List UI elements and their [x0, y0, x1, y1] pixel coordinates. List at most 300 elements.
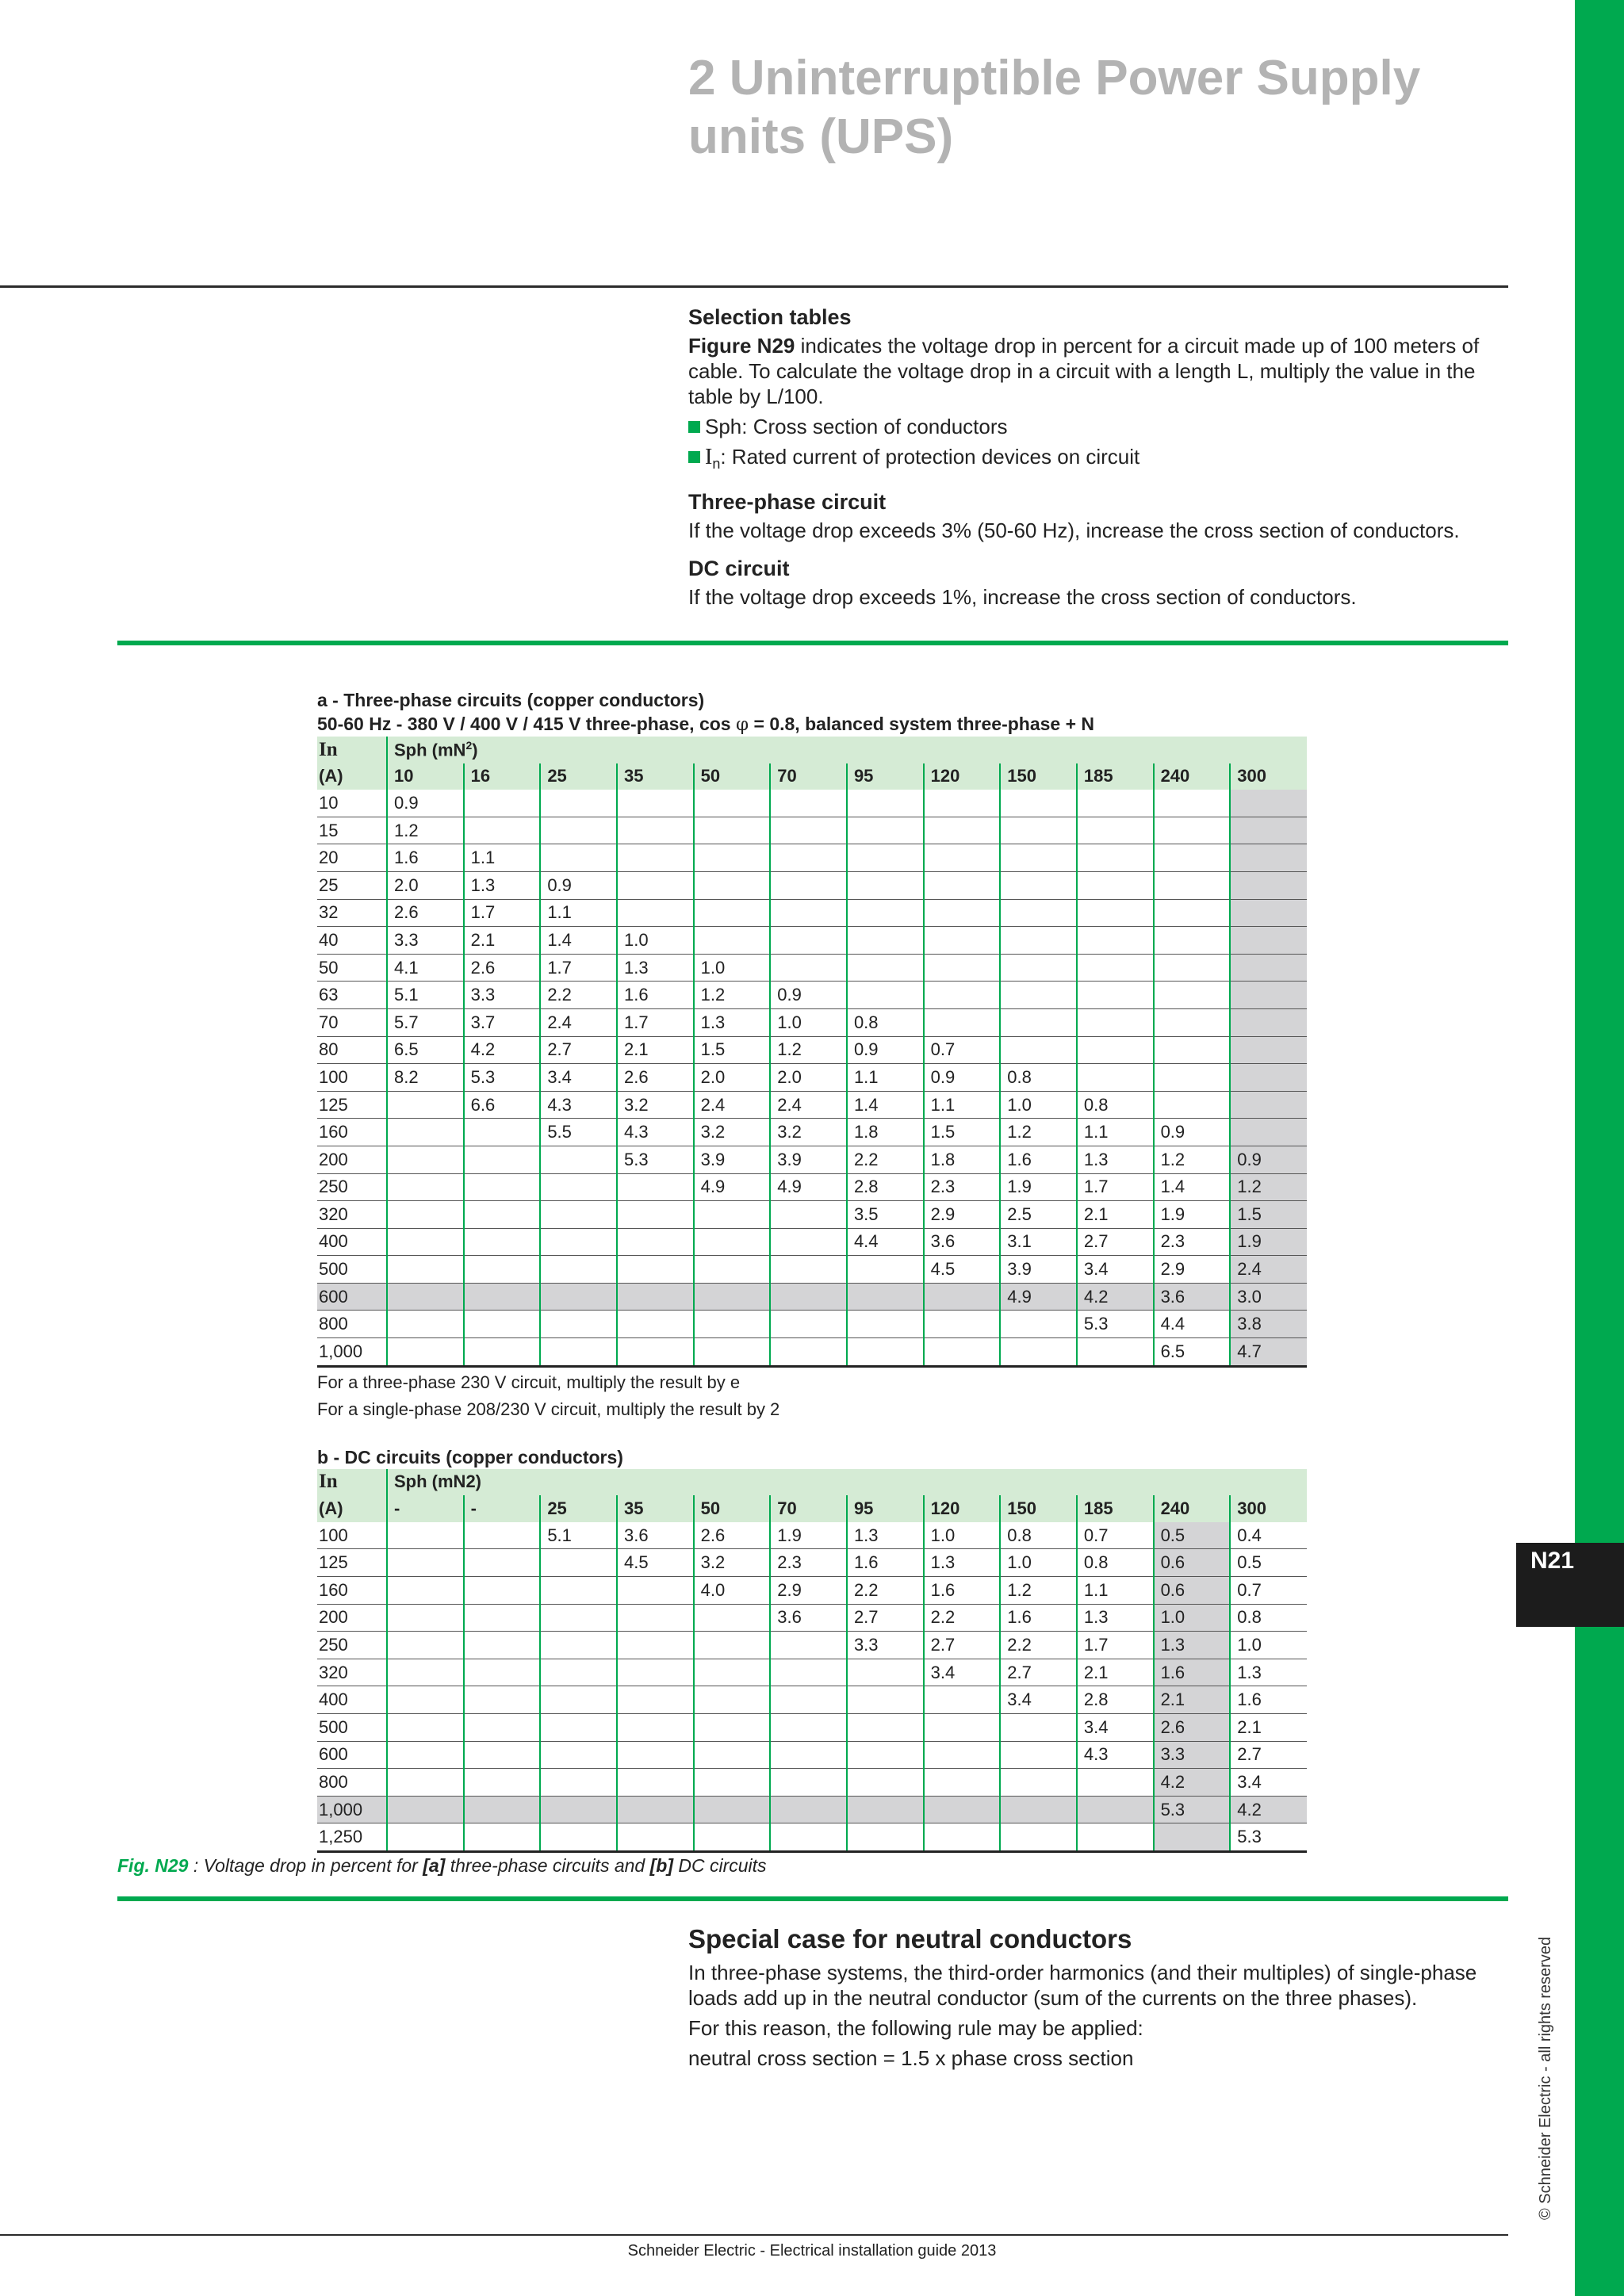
table-a-cell: 2.0 [770, 1064, 847, 1092]
table-b-cell [770, 1686, 847, 1714]
table-b-row-label: 600 [317, 1741, 387, 1769]
table-a-cell [1077, 817, 1154, 844]
table-a-cell: 2.6 [387, 899, 464, 927]
table-b-cell: 3.4 [1230, 1769, 1307, 1797]
table-a-cell [770, 1228, 847, 1256]
table-b-cell [540, 1769, 617, 1797]
table-a-cell: 3.5 [847, 1201, 924, 1229]
table-b-cell: 1.6 [847, 1549, 924, 1577]
table-b-row [317, 1823, 1307, 1852]
three-phase-text: If the voltage drop exceeds 3% (50-60 Hz), increase the cross section of conductors. [688, 519, 1460, 543]
table-b-cell [464, 1741, 541, 1769]
bullet-sph-text: Sph: Cross section of conductors [705, 415, 1008, 438]
table-a-cell: 2.0 [387, 871, 464, 899]
table-a-note1: For a three-phase 230 V circuit, multiply the result by e [317, 1372, 741, 1392]
table-b-cell [464, 1577, 541, 1605]
table-b-cell [387, 1769, 464, 1797]
table-b-cell [847, 1714, 924, 1742]
table-a-title: a - Three-phase circuits (copper conductors) [317, 690, 705, 710]
table-a-cell [1077, 1036, 1154, 1064]
neutral-para2: For this reason, the following rule may be applied: [688, 2016, 1143, 2040]
table-b-cell [847, 1823, 924, 1852]
table-a-row [317, 1119, 1307, 1146]
table-a-row [317, 1256, 1307, 1284]
table-b-row-label: 200 [317, 1604, 387, 1632]
table-b-row-label: 1,250 [317, 1823, 387, 1852]
table-a-cell: 0.9 [847, 1036, 924, 1064]
table-a-cell: 3.9 [1000, 1256, 1077, 1284]
table-a-cell: 4.4 [1154, 1311, 1231, 1338]
table-b-title: b - DC circuits (copper conductors) [317, 1446, 623, 1468]
sph-label-post: ) [472, 740, 478, 760]
table-a-cell: 2.0 [694, 1064, 771, 1092]
table-b-cell [387, 1632, 464, 1659]
table-a-cell [694, 871, 771, 899]
caption-a: [a] [423, 1855, 446, 1876]
table-a-cell [617, 1201, 694, 1229]
table-a-cell: 1.2 [1154, 1146, 1231, 1173]
table-a-cell [387, 1311, 464, 1338]
table-a-row [317, 1311, 1307, 1338]
table-a-cell: 0.9 [540, 871, 617, 899]
table-b-row [317, 1796, 1307, 1823]
table-b-cell [540, 1686, 617, 1714]
table-b-cell [694, 1741, 771, 1769]
table-a-cell [770, 817, 847, 844]
table-b-cell [770, 1659, 847, 1686]
table-b-cell [1077, 1796, 1154, 1823]
table-b-cell: 0.8 [1230, 1604, 1307, 1632]
table-a-cell [1230, 982, 1307, 1009]
table-a-row-label: 320 [317, 1201, 387, 1229]
table-a-cell [924, 982, 1001, 1009]
table-a-cell [1230, 1119, 1307, 1146]
table-b-cell [694, 1686, 771, 1714]
table-b-cell [847, 1741, 924, 1769]
table-b-row-label: 125 [317, 1549, 387, 1577]
table-a-cell [1154, 871, 1231, 899]
table-b-cell [847, 1686, 924, 1714]
table-b-cell [694, 1796, 771, 1823]
table-b-row-label: 100 [317, 1522, 387, 1549]
table-a-row-label: 80 [317, 1036, 387, 1064]
table-b-cell [694, 1714, 771, 1742]
table-a-cell [617, 871, 694, 899]
table-a-cell: 4.3 [617, 1119, 694, 1146]
table-a-cell: 1.1 [1077, 1119, 1154, 1146]
table-b-row-label: 250 [317, 1632, 387, 1659]
table-a-cell: 0.9 [1154, 1119, 1231, 1146]
table-a-cell: 6.6 [464, 1091, 541, 1119]
table-a-cell [617, 1338, 694, 1367]
table-a-row-label: 70 [317, 1008, 387, 1036]
table-b-cell [617, 1659, 694, 1686]
table-a-cell: 1.4 [847, 1091, 924, 1119]
neutral-heading: Special case for neutral conductors [688, 1924, 1132, 1954]
table-b-cell [924, 1741, 1001, 1769]
table-a-cell [1230, 871, 1307, 899]
table-b-column-header: 185 [1077, 1495, 1154, 1522]
table-b-cell: 0.5 [1154, 1522, 1231, 1549]
table-a-cell: 3.9 [694, 1146, 771, 1173]
table-b-header-row2 [317, 1495, 1307, 1522]
table-b-cell [464, 1769, 541, 1797]
table-b-cell [540, 1604, 617, 1632]
table-b-in-label: In [317, 1469, 387, 1496]
table-b-cell [617, 1796, 694, 1823]
table-b-column-header: 120 [924, 1495, 1001, 1522]
table-b-cell: 1.3 [1154, 1632, 1231, 1659]
table-a-cell [540, 790, 617, 817]
table-a-cell: 1.0 [770, 1008, 847, 1036]
table-a-cell: 3.9 [770, 1146, 847, 1173]
table-b-cell: 0.5 [1230, 1549, 1307, 1577]
table-a-cell [770, 871, 847, 899]
table-b-row [317, 1714, 1307, 1742]
table-b-cell [464, 1632, 541, 1659]
table-a-cell [1154, 982, 1231, 1009]
table-b-cell: 1.7 [1077, 1632, 1154, 1659]
table-a-cell: 2.5 [1000, 1201, 1077, 1229]
table-a-cell: 0.9 [1230, 1146, 1307, 1173]
bullet-in-text: : Rated current of protection devices on circuit [720, 445, 1140, 469]
table-b-cell: 2.6 [1154, 1714, 1231, 1742]
table-a-cell [694, 790, 771, 817]
table-b-column-header: 300 [1230, 1495, 1307, 1522]
table-a-column-header: 25 [540, 763, 617, 790]
table-a-row [317, 899, 1307, 927]
table-b-cell: 1.6 [1000, 1604, 1077, 1632]
table-b-cell [464, 1686, 541, 1714]
table-a-cell: 5.3 [617, 1146, 694, 1173]
table-a-cell [464, 1338, 541, 1367]
table-a-cell [694, 927, 771, 955]
table-b-column-header: 25 [540, 1495, 617, 1522]
table-a-cell [770, 1201, 847, 1229]
table-b-cell [387, 1577, 464, 1605]
table-a-cell [1000, 982, 1077, 1009]
page-number-tab [1516, 1543, 1624, 1627]
table-a-cell: 1.5 [694, 1036, 771, 1064]
table-a-row-label: 15 [317, 817, 387, 844]
table-b-cell [464, 1549, 541, 1577]
table-a-row [317, 1173, 1307, 1201]
table-a-cell [770, 954, 847, 982]
table-a-cell: 1.4 [540, 927, 617, 955]
table-b-cell [924, 1769, 1001, 1797]
table-a-cell [540, 817, 617, 844]
table-a-cell: 1.8 [924, 1146, 1001, 1173]
table-b-cell [387, 1823, 464, 1852]
table-a-cell: 1.3 [464, 871, 541, 899]
table-a-column-header: 120 [924, 763, 1001, 790]
bullet-sph [688, 414, 1508, 439]
intro-paragraph-text: indicates the voltage drop in percent for a circuit made up of 100 meters of cable. To calculate the voltage drop in a circuit with a length L, multiply the value in the table by L/100. [688, 334, 1480, 408]
table-b-cell: 2.9 [770, 1577, 847, 1605]
table-b-row-label: 320 [317, 1659, 387, 1686]
table-b-cell [387, 1549, 464, 1577]
table-a-cell: 3.6 [1154, 1283, 1231, 1311]
table-a-cell: 2.1 [464, 927, 541, 955]
table-a-cell [387, 1173, 464, 1201]
caption-text-mid: three-phase circuits and [445, 1855, 650, 1876]
figure-reference: Figure N29 [688, 334, 795, 358]
table-a-cell: 2.4 [540, 1008, 617, 1036]
table-a-cell [1000, 927, 1077, 955]
table-b-row-label: 800 [317, 1769, 387, 1797]
table-a-cell: 4.4 [847, 1228, 924, 1256]
table-b-cell: 2.1 [1230, 1714, 1307, 1742]
table-a-cell: 2.2 [540, 982, 617, 1009]
table-a-cell: 1.3 [694, 1008, 771, 1036]
table-a-cell [924, 1311, 1001, 1338]
table-b-row [317, 1741, 1307, 1769]
table-a-cell: 1.8 [847, 1119, 924, 1146]
table-b-cell: 1.1 [1077, 1577, 1154, 1605]
table-a-cell [1230, 844, 1307, 872]
table-b-cell: 0.6 [1154, 1577, 1231, 1605]
table-b-cell: 3.3 [1154, 1741, 1231, 1769]
table-b-cell: 1.3 [847, 1522, 924, 1549]
caption-b: [b] [649, 1855, 673, 1876]
table-b-cell [464, 1796, 541, 1823]
side-accent-bar [1575, 0, 1624, 2296]
table-a-cell [1077, 982, 1154, 1009]
table-a-cell [540, 1338, 617, 1367]
table-a-cell [617, 1283, 694, 1311]
table-b-cell [464, 1604, 541, 1632]
table-a-cell: 3.1 [1000, 1228, 1077, 1256]
table-b-cell: 1.0 [1000, 1549, 1077, 1577]
dc-heading: DC circuit [688, 557, 790, 581]
table-b-cell: 2.7 [1000, 1659, 1077, 1686]
table-a-row [317, 1091, 1307, 1119]
table-a-cell [694, 899, 771, 927]
table-a-row [317, 1146, 1307, 1173]
table-a-cell [1230, 899, 1307, 927]
table-b-cell: 3.4 [1077, 1714, 1154, 1742]
neutral-para3: neutral cross section = 1.5 x phase cross section [688, 2046, 1134, 2070]
table-b-cell [1000, 1796, 1077, 1823]
table-b-column-header: 50 [694, 1495, 771, 1522]
table-a-cell: 2.6 [464, 954, 541, 982]
table-b-column-header: 70 [770, 1495, 847, 1522]
neutral-section [688, 1924, 1508, 2076]
table-a-cell [924, 954, 1001, 982]
table-a-cell [770, 1256, 847, 1284]
table-a-column-header: 300 [1230, 763, 1307, 790]
table-a-cell [1154, 844, 1231, 872]
table-b-cell [1000, 1714, 1077, 1742]
table-b-cell: 1.3 [924, 1549, 1001, 1577]
table-a-cell: 1.0 [617, 927, 694, 955]
table-a-cell: 2.4 [770, 1091, 847, 1119]
table-a-cell [1154, 899, 1231, 927]
table-a-cell: 3.2 [694, 1119, 771, 1146]
table-a-row-label: 63 [317, 982, 387, 1009]
table-a-cell: 0.9 [387, 790, 464, 817]
table-b-cell: 4.5 [617, 1549, 694, 1577]
bullet-in-symbol: I [705, 445, 713, 469]
table-a-column-header: 50 [694, 763, 771, 790]
table-b-column-header: 240 [1154, 1495, 1231, 1522]
table-a-cell [1154, 790, 1231, 817]
table-b-cell: 0.7 [1077, 1522, 1154, 1549]
table-a-cell: 1.5 [1230, 1201, 1307, 1229]
table-b-cell: 1.3 [1077, 1604, 1154, 1632]
table-b-cell [694, 1769, 771, 1797]
table-a-cell [847, 982, 924, 1009]
page-number: N21 [1530, 1548, 1575, 1574]
table-b-row [317, 1769, 1307, 1797]
table-a-cell: 2.9 [1154, 1256, 1231, 1284]
chapter-title-line2: units (UPS) [688, 109, 954, 164]
table-b-cell [387, 1714, 464, 1742]
chapter-title [688, 49, 1545, 166]
table-a-cell [617, 1228, 694, 1256]
table-a-row [317, 1036, 1307, 1064]
table-a-row [317, 790, 1307, 817]
table-b-cell: 1.2 [1000, 1577, 1077, 1605]
table-a-cell [1230, 1036, 1307, 1064]
table-a-cell: 3.2 [617, 1091, 694, 1119]
table-a-cell: 3.0 [1230, 1283, 1307, 1311]
table-a-cell: 1.3 [1077, 1146, 1154, 1173]
table-a-cell [847, 1256, 924, 1284]
table-b-column-header: - [464, 1495, 541, 1522]
table-a-cell [694, 1338, 771, 1367]
table-b-cell [617, 1632, 694, 1659]
table-a-cell [924, 927, 1001, 955]
table-a-cell [847, 790, 924, 817]
table-b-cell [540, 1577, 617, 1605]
header-divider [0, 285, 1508, 288]
table-a-cell: 4.5 [924, 1256, 1001, 1284]
table-a-cell [847, 1311, 924, 1338]
table-a-cell [1077, 927, 1154, 955]
section-divider-bottom [117, 1896, 1508, 1901]
table-b-cell [464, 1522, 541, 1549]
table-b-cell [924, 1796, 1001, 1823]
table-a-cell: 1.2 [770, 1036, 847, 1064]
table-b-sph-label: Sph (mN2) [387, 1469, 1307, 1496]
table-b-cell [387, 1522, 464, 1549]
table-b-cell: 1.6 [924, 1577, 1001, 1605]
table-b-cell: 4.2 [1230, 1796, 1307, 1823]
table-a-column-header: 70 [770, 763, 847, 790]
figure-label: Fig. N29 [117, 1855, 189, 1876]
table-a-row [317, 1008, 1307, 1036]
table-a-cell: 0.8 [1000, 1064, 1077, 1092]
table-a-cell [540, 1283, 617, 1311]
table-a-cell [924, 1338, 1001, 1367]
table-a-cell [1000, 844, 1077, 872]
table-a-cell [464, 817, 541, 844]
table-a-cell [464, 1283, 541, 1311]
table-a-cell: 1.1 [540, 899, 617, 927]
table-a-cell [387, 1146, 464, 1173]
table-a-column-header: 35 [617, 763, 694, 790]
table-a-cell [1000, 1008, 1077, 1036]
table-a-cell: 1.7 [617, 1008, 694, 1036]
table-b-row-label: 500 [317, 1714, 387, 1742]
table-a-cell: 2.4 [1230, 1256, 1307, 1284]
intro-paragraph [688, 333, 1508, 409]
table-b-row [317, 1549, 1307, 1577]
table-b-cell [617, 1604, 694, 1632]
table-b-row-label: 1,000 [317, 1796, 387, 1823]
table-a-cell [464, 1256, 541, 1284]
table-a-cell [770, 927, 847, 955]
table-a-cell [1000, 954, 1077, 982]
table-a-row-label: 50 [317, 954, 387, 982]
table-a-cell [1077, 1338, 1154, 1367]
table-b-column-header: - [387, 1495, 464, 1522]
table-a-cell [1230, 790, 1307, 817]
table-a-cell [387, 1256, 464, 1284]
sph-label-pre: Sph (mN [394, 740, 466, 760]
table-b-cell [847, 1659, 924, 1686]
table-a-row-label: 400 [317, 1228, 387, 1256]
table-a-column-header: 95 [847, 763, 924, 790]
table-a-cell: 2.4 [694, 1091, 771, 1119]
table-a-cell: 3.3 [464, 982, 541, 1009]
table-a-cell [1230, 927, 1307, 955]
table-b-header-row1 [317, 1469, 1307, 1496]
table-a-cell: 1.1 [464, 844, 541, 872]
table-a-cell: 4.9 [770, 1173, 847, 1201]
table-b-cell: 2.2 [847, 1577, 924, 1605]
table-b-cell [387, 1741, 464, 1769]
table-b-cell: 3.3 [847, 1632, 924, 1659]
table-a-cell: 1.0 [1000, 1091, 1077, 1119]
table-b-cell: 3.4 [1000, 1686, 1077, 1714]
table-a-cell: 1.6 [387, 844, 464, 872]
bullet-in-subscript: n [712, 456, 721, 473]
table-a-cell: 8.2 [387, 1064, 464, 1092]
table-a-row [317, 1201, 1307, 1229]
table-b-cell: 0.8 [1077, 1549, 1154, 1577]
table-b-cell: 5.3 [1230, 1823, 1307, 1852]
table-a-cell: 2.7 [540, 1036, 617, 1064]
table-b-cell: 2.6 [694, 1522, 771, 1549]
table-a-cell [847, 844, 924, 872]
table-a-cell [770, 1338, 847, 1367]
tables-block [317, 688, 1308, 1853]
footer-text: Schneider Electric - Electrical installation guide 2013 [627, 2242, 997, 2260]
table-a-row-label: 600 [317, 1283, 387, 1311]
bullet-square-icon [688, 451, 700, 463]
table-a-cell [617, 790, 694, 817]
table-b-cell [694, 1823, 771, 1852]
table-a-cell [1154, 954, 1231, 982]
table-a-cell [540, 844, 617, 872]
table-a [317, 737, 1307, 1368]
table-a-cell: 1.2 [1230, 1173, 1307, 1201]
phi-symbol: φ [736, 714, 749, 735]
table-a-cell [1154, 1008, 1231, 1036]
table-a-cell [770, 1283, 847, 1311]
table-b-cell [1000, 1823, 1077, 1852]
bullet-in [688, 444, 1508, 476]
table-a-cell: 0.9 [924, 1064, 1001, 1092]
table-b-cell: 1.3 [1230, 1659, 1307, 1686]
table-a-cell [924, 1008, 1001, 1036]
table-a-cell: 1.9 [1154, 1201, 1231, 1229]
table-a-header-row2 [317, 763, 1307, 790]
table-a-cell: 4.3 [540, 1091, 617, 1119]
table-a-row [317, 982, 1307, 1009]
